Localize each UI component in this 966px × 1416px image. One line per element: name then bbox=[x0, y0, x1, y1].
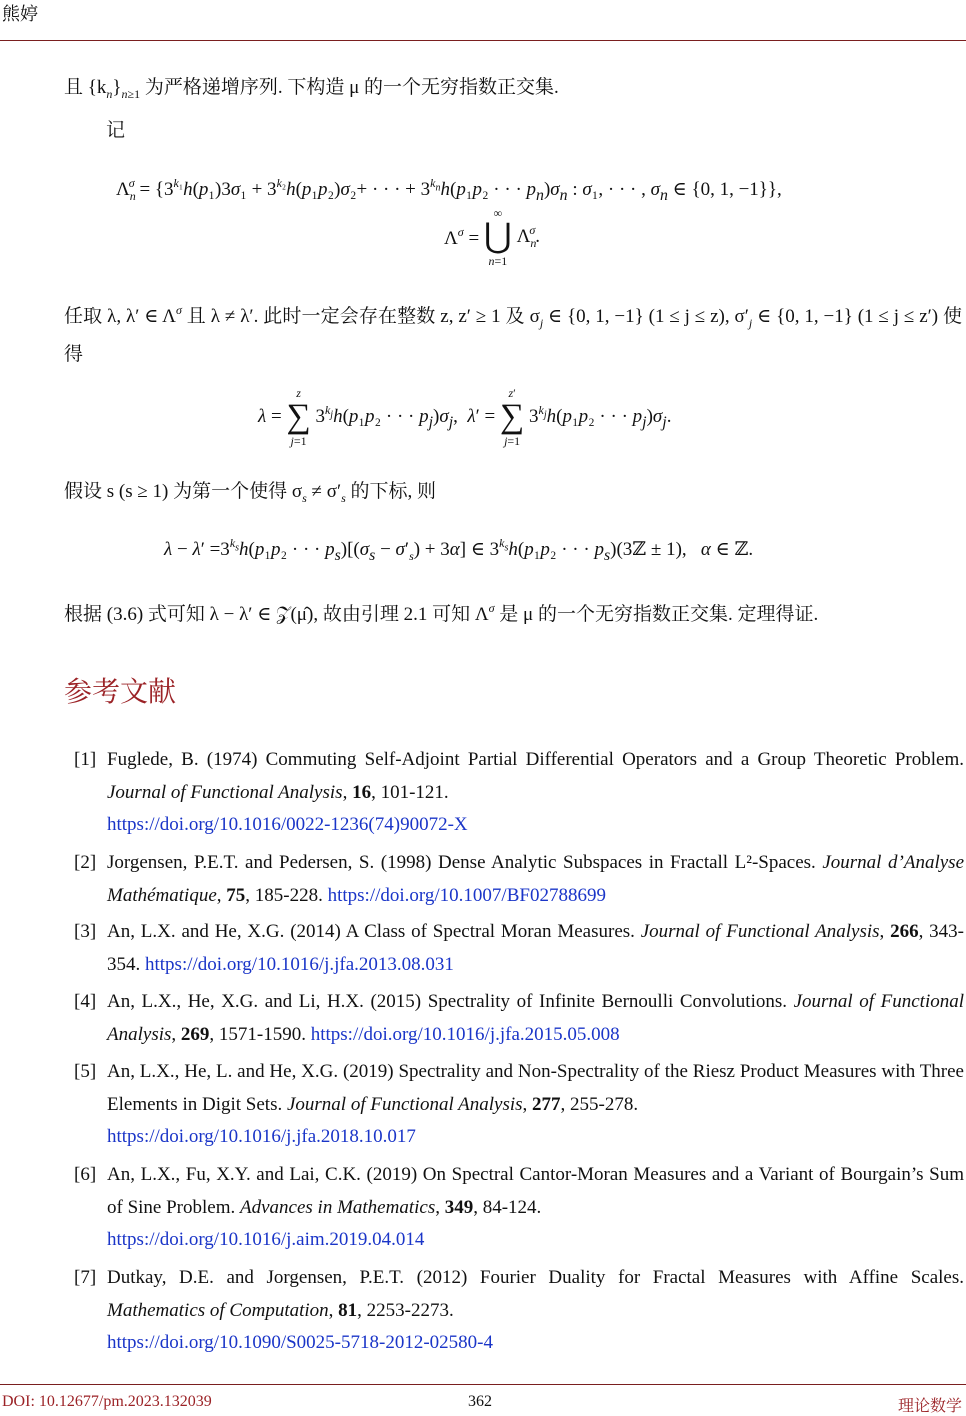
reference-item: [5] An, L.X., He, L. and He, X.G. (2019) Spectrality and Non-Spectrality of the Riesz Product Measures with Three Elements in Digit Sets. Journal of Functional Analysis, 277, 255-278. https://doi.org/10.1016/j.jfa.2018.10.017 bbox=[64, 1056, 964, 1154]
equation-lambda-n: $\Lambda_n^\sigma = \{3^{k_1}h(p_1)3\sigma_1 + 3^{k_2}h(p_1p_2)\sigma_2+$ · · · + $3^{k_n}h(p_1p_2$ · · · $p_n)\sigma_n$ : σ₁, · · · , $\sigma_n$ ∈ {0, 1, −1}}, bbox=[116, 176, 782, 204]
reference-volume: 75 bbox=[226, 884, 246, 906]
reference-pages: , 1571-1590. bbox=[209, 1023, 311, 1045]
reference-number: [1] bbox=[74, 749, 97, 770]
reference-pages: , 2253-2273. bbox=[357, 1299, 454, 1321]
reference-authors-title: An, L.X., He, X.G. and Li, H.X. (2015) Spectrality of Infinite Bernoulli Convolutions. bbox=[107, 991, 794, 1012]
reference-number: [7] bbox=[74, 1267, 97, 1288]
reference-number: [6] bbox=[74, 1164, 97, 1185]
reference-doi-link[interactable]: https://doi.org/10.1016/j.jfa.2015.05.008 bbox=[310, 1023, 620, 1045]
intro-text-b: } bbox=[112, 77, 122, 98]
equation-lambda-diff: $\lambda - \lambda' =3^{k_s}h(p_1p_2$ · · · $p_s)[(\sigma_s - \sigma'_s) + 3\alpha]$ ∈ $3^{k_s}h(p_1p_2$ · · · $p_s)(3ℤ \pm 1)$, α ∈ ℤ. bbox=[164, 536, 754, 564]
reference-volume: 269 bbox=[180, 1023, 210, 1045]
equation-lambda-sums: λ = z ∑ j=1 $3^{k_j}h(p_1p_2$ · · · $p_j)\sigma_j$, λ′ = z′ ∑ j=1 $3^{k_j}h(p_1p_2$ · · · $p_j)\sigma_j$. bbox=[258, 386, 672, 448]
reference-pages: , 255-278. bbox=[560, 1093, 639, 1115]
p3-text-c: 的下标, 则 bbox=[345, 481, 437, 502]
reference-doi-link[interactable]: https://doi.org/10.1016/0022-1236(74)90072-X bbox=[107, 814, 468, 835]
reference-item: [2] Jorgensen, P.E.T. and Pedersen, S. (1998) Dense Analytic Subspaces in Fractall L²-Spaces. Journal d’Analyse Mathématique, 75, 185-228. https://doi.org/10.1007/BF02788699 bbox=[64, 847, 964, 912]
p2-text-c: ∈ {0, 1, −1} (1 ≤ j ≤ z), σ′ bbox=[543, 306, 749, 327]
paragraph-conclusion: 根据 (3.6) 式可知 λ − λ′ ∈ 𝒵(μ̂), 故由引理 2.1 可知 $\Lambda^\sigma$ 是 μ 的一个无穷指数正交集. 定理得证. bbox=[64, 601, 819, 625]
reference-doi-link[interactable]: https://doi.org/10.1016/j.jfa.2018.10.017 bbox=[107, 1126, 416, 1147]
reference-journal: Advances in Mathematics bbox=[240, 1196, 436, 1218]
p2-text-b: 且 λ ≠ λ′. 此时一定会存在整数 z, z′ ≥ 1 及 σ bbox=[181, 306, 540, 327]
footer-divider bbox=[0, 1384, 966, 1385]
reference-number: [2] bbox=[74, 852, 97, 873]
reference-volume: 16 bbox=[352, 781, 372, 803]
p3-text-b: ≠ σ′ bbox=[306, 481, 342, 502]
reference-journal: Journal of Functional Analysis bbox=[286, 1093, 523, 1115]
reference-item: [6] An, L.X., Fu, X.Y. and Lai, C.K. (2019) On Spectral Cantor-Moran Measures and a Variant of Bourgain’s Sum of Sine Problem. Advances in Mathematics, 349, 84-124. https://doi.org/10.1016/j.aim.2019.04.014 bbox=[64, 1159, 964, 1257]
reference-doi-link[interactable]: https://doi.org/10.1016/j.aim.2019.04.014 bbox=[107, 1229, 425, 1250]
paragraph-take-lambda: 任取 λ, λ′ ∈ $\Lambda^\sigma$ 且 λ ≠ λ′. 此时一定会存在整数 z, z′ ≥ 1 及 $\sigma_j$ ∈ {0, 1, −1} (1 ≤ j ≤ z), $\sigma'_j$ ∈ {0, 1, −1} (1 ≤ j ≤ z′) 使得 bbox=[64, 303, 963, 365]
reference-pages: , 185-228. bbox=[245, 884, 328, 906]
reference-item: [7] Dutkay, D.E. and Jorgensen, P.E.T. (2012) Fourier Duality for Fractal Measures with Affine Scales. Mathematics of Computation, 81, 2253-2273. https://doi.org/10.1090/S0025-5718-2012-02580-4 bbox=[64, 1262, 964, 1360]
paragraph-suppose-s: 假设 s (s ≥ 1) 为第一个使得 $\sigma_s \ne \sigma'_s$ 的下标, 则 bbox=[64, 481, 437, 505]
reference-pages: , 343-354. bbox=[107, 921, 964, 975]
footer-doi[interactable]: DOI: 10.12677/pm.2023.132039 bbox=[2, 1393, 212, 1410]
reference-doi-link[interactable]: https://doi.org/10.1007/BF02788699 bbox=[327, 884, 606, 906]
reference-authors-title: Fuglede, B. (1974) Commuting Self-Adjoint Partial Differential Operators and a Group Theoretic Problem. bbox=[107, 749, 964, 770]
reference-volume: 81 bbox=[338, 1299, 358, 1321]
reference-journal: Journal of Functional Analysis bbox=[640, 921, 880, 942]
reference-journal: Journal of Functional Analysis bbox=[107, 991, 964, 1045]
paragraph-intro: 且 $\{k_n\}_{n\ge 1}$ 为严格递增序列. 下构造 μ 的一个无穷指数正交集. bbox=[64, 77, 559, 101]
intro-text-a: 且 {k bbox=[64, 77, 107, 98]
header-divider bbox=[0, 40, 966, 41]
reference-volume: 277 bbox=[532, 1093, 561, 1115]
p2-text-a: 任取 λ, λ′ ∈ Λ bbox=[64, 306, 176, 327]
reference-number: [3] bbox=[74, 921, 97, 942]
reference-journal: Mathematics of Computation bbox=[107, 1299, 329, 1321]
reference-authors-title: An, L.X., Fu, X.Y. and Lai, C.K. (2019) On Spectral Cantor-Moran Measures and a Variant of Bourgain’s Sum of Sine Problem. bbox=[107, 1164, 964, 1218]
reference-doi-link[interactable]: https://doi.org/10.1090/S0025-5718-2012-02580-4 bbox=[107, 1332, 493, 1353]
header-author: 熊婷 bbox=[2, 4, 38, 24]
reference-authors-title: Dutkay, D.E. and Jorgensen, P.E.T. (2012) Fourier Duality for Fractal Measures with Affine Scales. bbox=[107, 1267, 964, 1288]
reference-journal: Journal of Functional Analysis bbox=[107, 781, 343, 803]
reference-volume: 266 bbox=[890, 921, 919, 942]
reference-item: [4] An, L.X., He, X.G. and Li, H.X. (2015) Spectrality of Infinite Bernoulli Convolutions. Journal of Functional Analysis, 269, 1571-1590. https://doi.org/10.1016/j.jfa.2015.05.008 bbox=[64, 986, 964, 1051]
reference-item: [1] Fuglede, B. (1974) Commuting Self-Adjoint Partial Differential Operators and a Group Theoretic Problem. Journal of Functional Analysis, 16, 101-121. https://doi.org/10.1016/0022-1236(74)90072-X bbox=[64, 744, 964, 842]
p3-text-a: 假设 s (s ≥ 1) 为第一个使得 σ bbox=[64, 481, 303, 502]
reference-authors-title: An, L.X., He, L. and He, X.G. (2019) Spectrality and Non-Spectrality of the Riesz Product Measures with Three Elements in Digit Sets. bbox=[107, 1061, 964, 1115]
reference-journal: Journal d’Analyse Mathématique bbox=[107, 852, 964, 906]
p4-text-a: 根据 (3.6) 式可知 λ − λ′ ∈ 𝒵(μ̂), 故由引理 2.1 可知 Λ bbox=[64, 604, 489, 625]
reference-pages: , 84-124. bbox=[473, 1196, 542, 1218]
reference-number: [5] bbox=[74, 1061, 97, 1082]
intro-text-c: 为严格递增序列. 下构造 μ 的一个无穷指数正交集. bbox=[140, 77, 559, 98]
reference-doi-link[interactable]: https://doi.org/10.1016/j.jfa.2013.08.031 bbox=[145, 953, 454, 975]
equation-lambda-union: $\Lambda^\sigma$ = ∞ ⋃ n=1 $\Lambda_n^\sigma$. bbox=[444, 206, 541, 268]
reference-authors-title: An, L.X. and He, X.G. (2014) A Class of Spectral Moran Measures. bbox=[107, 921, 641, 942]
references-heading: 参考文献 bbox=[64, 675, 177, 708]
p2-text-d: ∈ {0, 1, −1} (1 ≤ j ≤ z′) 使得 bbox=[64, 306, 963, 365]
ji-label: 记 bbox=[106, 120, 126, 141]
p4-text-b: 是 μ 的一个无穷指数正交集. 定理得证. bbox=[494, 604, 819, 625]
page-number: 362 bbox=[468, 1393, 492, 1410]
reference-number: [4] bbox=[74, 991, 97, 1012]
reference-authors-title: Jorgensen, P.E.T. and Pedersen, S. (1998) Dense Analytic Subspaces in Fractall L²-Spaces. bbox=[107, 852, 823, 873]
reference-volume: 349 bbox=[444, 1196, 474, 1218]
reference-item: [3] An, L.X. and He, X.G. (2014) A Class of Spectral Moran Measures. Journal of Functional Analysis, 266, 343-354. https://doi.org/10.1016/j.jfa.2013.08.031 bbox=[64, 916, 964, 981]
footer-journal: 理论数学 bbox=[897, 1398, 962, 1415]
reference-pages: , 101-121. bbox=[371, 781, 449, 803]
